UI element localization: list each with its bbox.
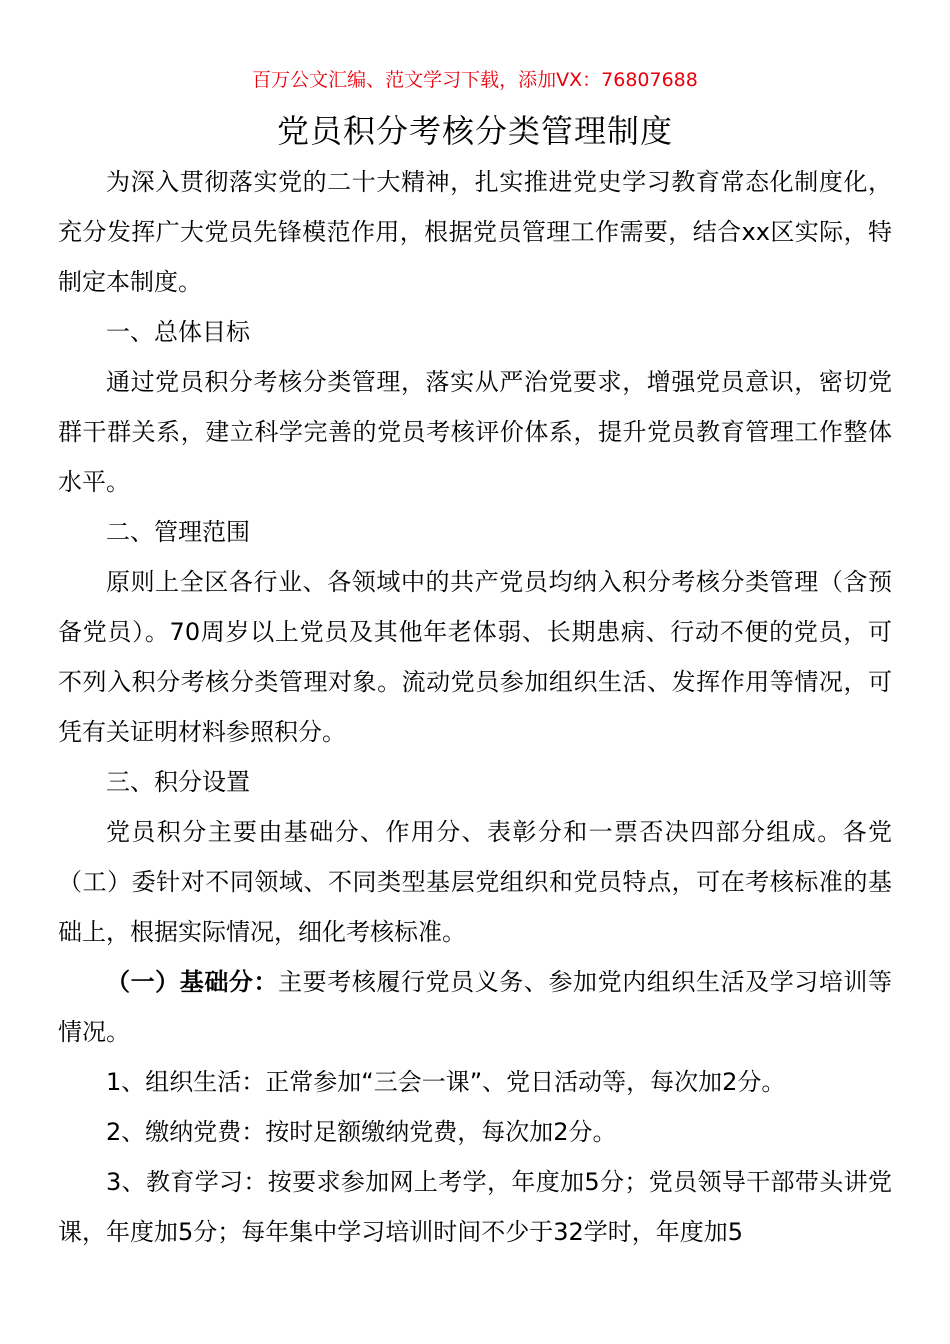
- item-education-study: 3、教育学习：按要求参加网上考学，年度加5分；党员领导干部带头讲党课，年度加5分；每年集中学习培训时间不少于32学时，年度加5: [58, 1168, 892, 1246]
- document-body: [58, 157, 892, 1257]
- basic-points-text: 主要考核履行党员义务、参加党内组织生活及学习培训等情况。: [58, 968, 893, 1046]
- section-heading-scope: 二、管理范围: [106, 518, 250, 546]
- intro-paragraph: 为深入贯彻落实党的二十大精神，扎实推进党史学习教育常态化制度化，充分发挥广大党员先锋模范作用，根据党员管理工作需要，结合xx区实际，特制定本制度。: [58, 168, 892, 296]
- basic-points-label: （一）基础分：: [106, 968, 279, 996]
- document-title: 党员积分考核分类管理制度: [276, 112, 673, 150]
- section-body-points: 党员积分主要由基础分、作用分、表彰分和一票否决四部分组成。各党（工）委针对不同领域、不同类型基层党组织和党员特点，可在考核标准的基础上，根据实际情况，细化考核标准。: [58, 818, 892, 946]
- section-heading-points: 三、积分设置: [106, 768, 250, 796]
- section-heading-goals: 一、总体目标: [106, 318, 250, 346]
- section-body-scope: 原则上全区各行业、各领域中的共产党员均纳入积分考核分类管理（含预备党员）。70周岁以上党员及其他年老体弱、长期患病、行动不便的党员，可不列入积分考核分类管理对象。流动党员参加组织生活、发挥作用等情况，可凭有关证明材料参照积分。: [58, 568, 892, 746]
- basic-points-paragraph: [58, 957, 892, 1057]
- item-organization-life: 1、组织生活：正常参加“三会一课”、党日活动等，每次加2分。: [106, 1068, 786, 1096]
- section-body-goals: 通过党员积分考核分类管理，落实从严治党要求，增强党员意识，密切党群干群关系，建立科学完善的党员考核评价体系，提升党员教育管理工作整体水平。: [58, 368, 892, 496]
- header-note: 百万公文汇编、范文学习下载，添加VX：76807688: [252, 69, 698, 91]
- item-party-dues: 2、缴纳党费：按时足额缴纳党费，每次加2分。: [106, 1118, 617, 1146]
